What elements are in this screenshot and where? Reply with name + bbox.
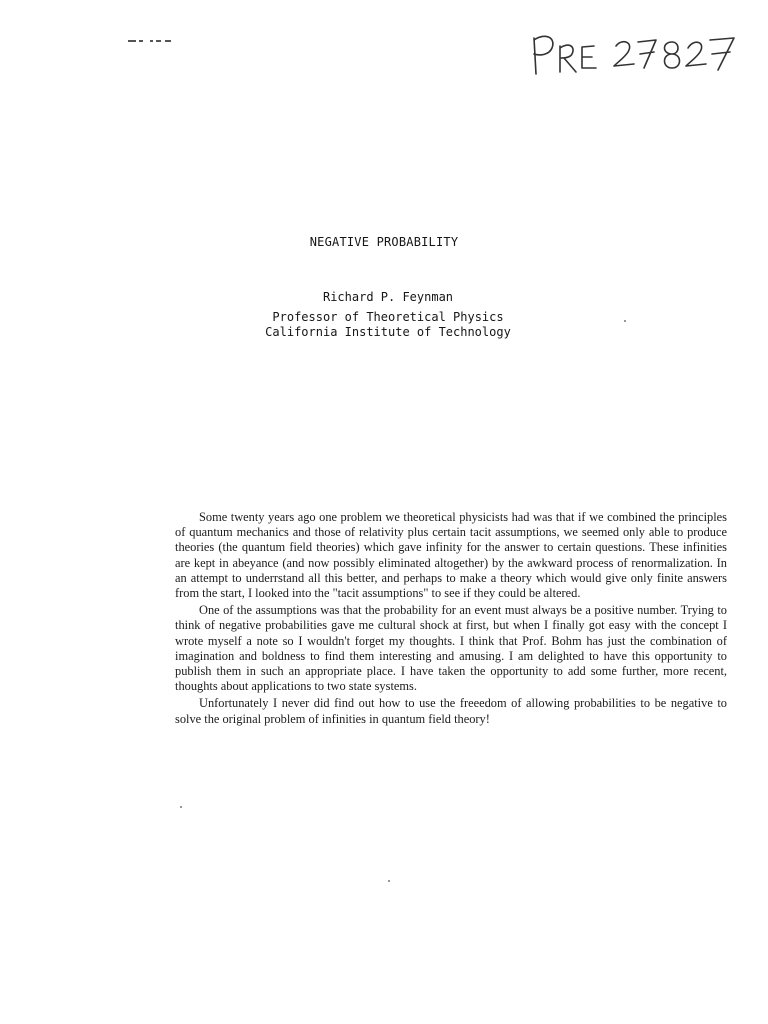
scan-speck: [624, 320, 626, 322]
handwritten-id-glyphs: [530, 28, 740, 80]
author-name: Richard P. Feynman: [322, 290, 454, 304]
body-text: [175, 510, 727, 729]
author-institution: California Institute of Technology: [265, 325, 511, 339]
scan-speck: [388, 880, 390, 882]
handwritten-document-id: [530, 28, 740, 80]
paragraph-1: Some twenty years ago one problem we theoretical physicists had was that if we combined the principles of quantum mechanics and those of relativity plus certain tacit assumptions, we seemed only able to produce theories (the quantum field theories) which gave infinity for the answer to certain questions. These infinities are kept in abeyance (and now possibly eliminated altogether) by the awkward process of renormalization. In an attempt to underrstand all this better, and perhaps to make a theory which would give only finite answers from the start, I looked into the "tacit assumptions" to see if they could be altered.: [175, 510, 727, 601]
scan-artifact-mark: [128, 38, 172, 44]
scan-speck: [180, 806, 182, 808]
paragraph-2: One of the assumptions was that the probability for an event must always be a positive number. Trying to think of negative probabilities gave me cultural shock at first, but when I finally got easy with the concept I wrote myself a note so I wouldn't forget my thoughts. I think that Prof. Bohm has just the combination of imagination and boldness to find them interesting and amusing. I am delighted to have this opportunity to publish them in such an appropriate place. I have taken the opportunity to add some further, more recent, thoughts about applications to two state systems.: [175, 603, 727, 694]
author-position: Professor of Theoretical Physics: [272, 310, 504, 324]
paragraph-3: Unfortunately I never did find out how to use the freeedom of allowing probabilities to be negative to solve the original problem of infinities in quantum field theory!: [175, 696, 727, 726]
document-title: NEGATIVE PROBABILITY: [309, 235, 459, 249]
